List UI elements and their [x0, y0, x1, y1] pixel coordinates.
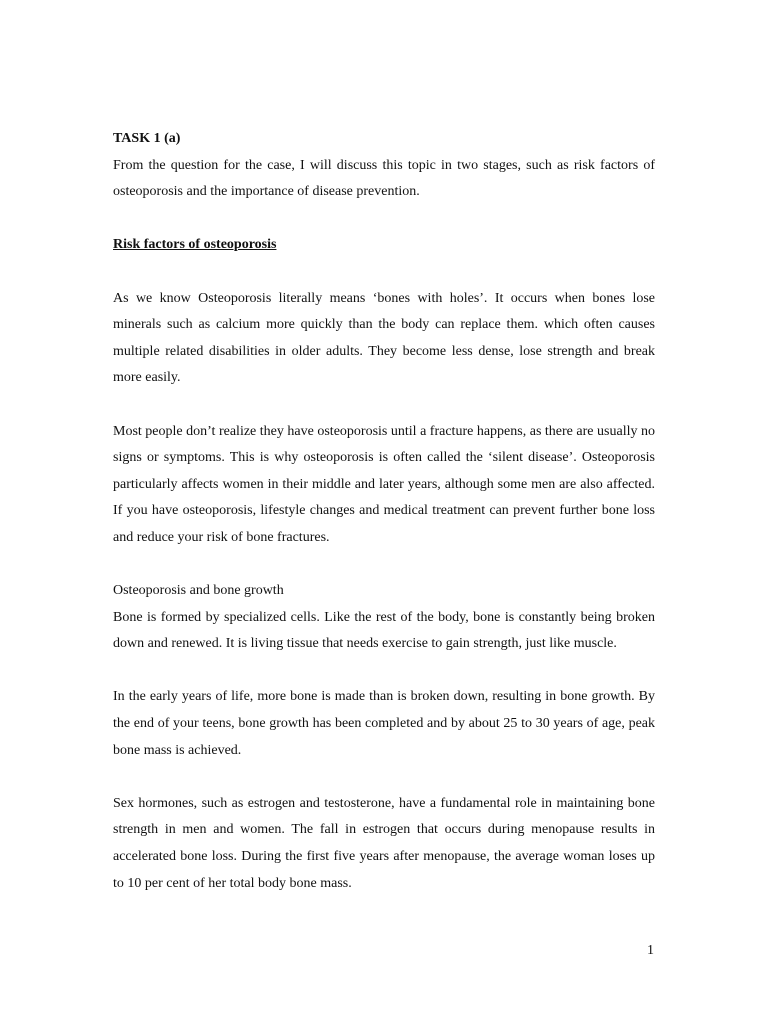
body-paragraph-2: Most people don’t realize they have osteoporosis until a fracture happens, as there are usually no signs or symptoms. This is why osteoporosis is often called the ‘silent disease’. Osteoporosis particularly affects women in their middle and later years, although some men are also affected. If you have osteoporosis, lifestyle changes and medical treatment can prevent further bone loss and reduce your risk of bone fractures. — [113, 423, 655, 545]
spacer — [113, 206, 655, 233]
intro-paragraph: From the question for the case, I will discuss this topic in two stages, such as risk factors of osteoporosis and the importance of disease prevention. — [113, 157, 655, 200]
body-paragraph-3: Bone is formed by specialized cells. Like the rest of the body, bone is constantly being broken down and renewed. It is living tissue that needs exercise to gain strength, just like muscle. — [113, 609, 655, 652]
body-paragraph-1: As we know Osteoporosis literally means ‘bones with holes’. It occurs when bones lose minerals such as calcium more quickly than the body can replace them. which often causes multiple related disabilities in older adults. They become less dense, lose strength and break more easily. — [113, 290, 655, 386]
spacer — [113, 552, 655, 579]
page-number: 1 — [647, 943, 654, 958]
spacer — [113, 658, 655, 685]
spacer — [113, 259, 655, 286]
subheading: Osteoporosis and bone growth — [113, 583, 284, 599]
body-paragraph-5: Sex hormones, such as estrogen and testosterone, have a fundamental role in maintaining bone strength in men and women. The fall in estrogen that occurs during menopause results in accelerated bone loss. During the first five years after menopause, the average woman loses up to 10 per cent of her total body bone mass. — [113, 795, 655, 891]
section-heading: Risk factors of osteoporosis — [113, 237, 277, 253]
spacer — [113, 392, 655, 419]
body-paragraph-4: In the early years of life, more bone is made than is broken down, resulting in bone growth. By the end of your teens, bone growth has been completed and by about 25 to 30 years of age, peak bone mass is achieved. — [113, 689, 655, 758]
task-heading: TASK 1 (a) — [113, 131, 181, 146]
spacer — [113, 764, 655, 791]
page-content — [113, 126, 655, 897]
